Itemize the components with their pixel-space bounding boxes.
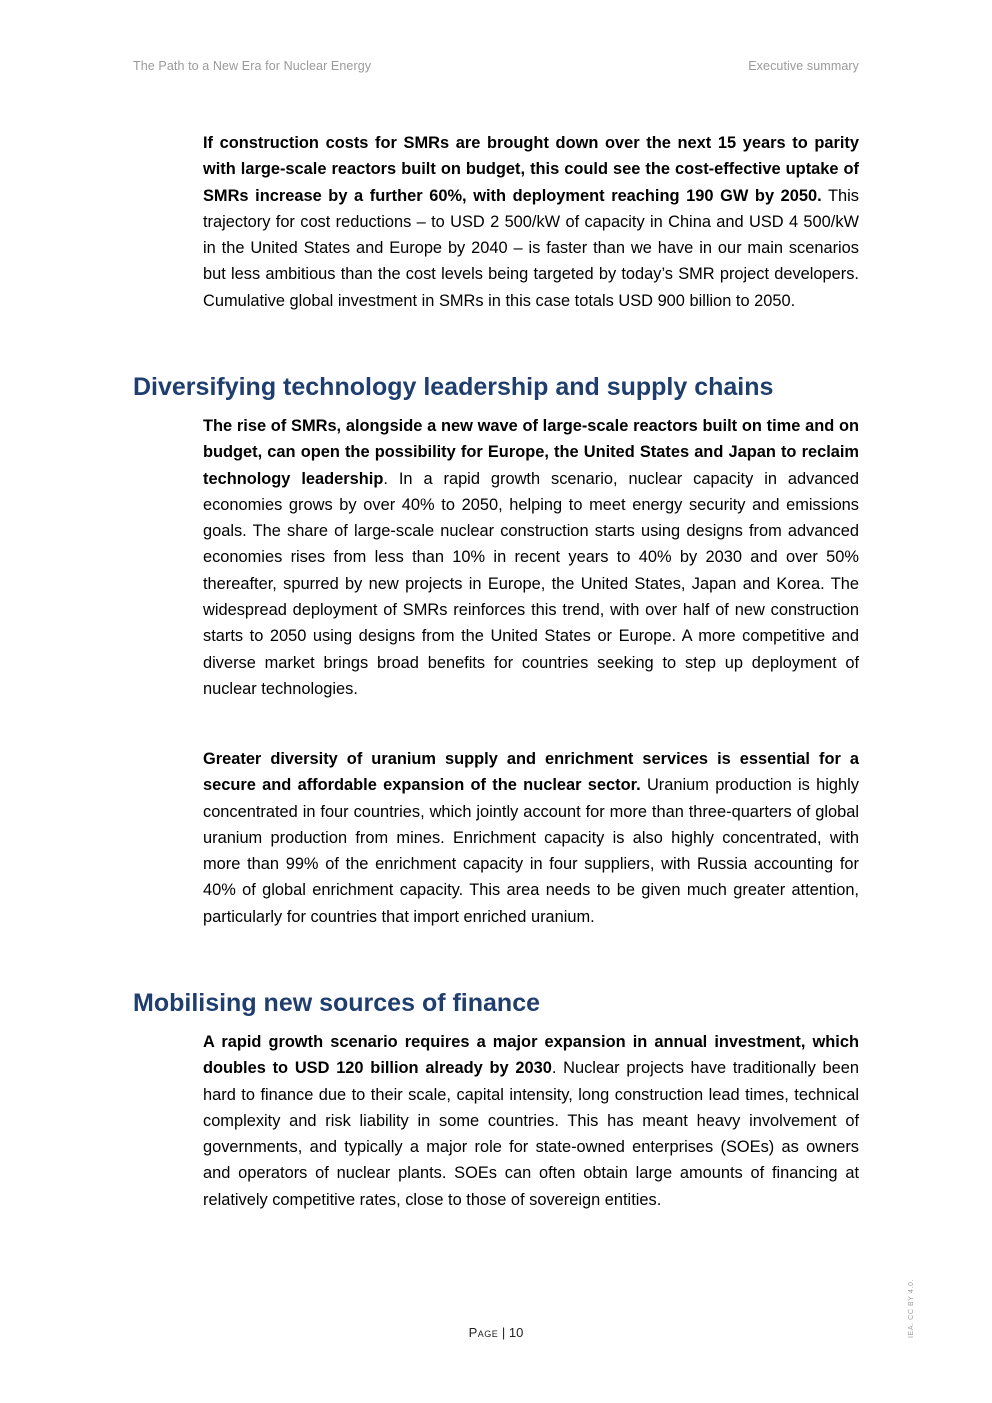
paragraph-investment	[203, 1029, 859, 1213]
running-header-title: The Path to a New Era for Nuclear Energy	[133, 59, 372, 73]
paragraph-lead-bold: Greater diversity of uranium supply and enrichment services is essential for a secure and affordable expansion of the nuclear sector.	[203, 750, 859, 795]
page-number: 10	[508, 1325, 524, 1340]
paragraph-lead-bold: The rise of SMRs, alongside a new wave of large-scale reactors built on time and on budget, can open the possibility for Europe, the United States and Japan to reclaim technology leadership	[203, 417, 859, 488]
section-heading-finance: Mobilising new sources of finance	[133, 989, 541, 1017]
page-separator: |	[498, 1325, 509, 1340]
paragraph-uranium-supply	[203, 746, 859, 930]
page-label: Page	[468, 1325, 499, 1340]
running-header-section: Executive summary	[748, 59, 859, 73]
paragraph-technology-leadership	[203, 413, 859, 702]
paragraph-lead-bold: If construction costs for SMRs are brought down over the next 15 years to parity with large-scale reactors built on budget, this could see the cost-effective uptake of SMRs increase by a further 60%, with deployment reaching 190 GW by 2050.	[203, 134, 859, 205]
license-notice: IEA. CC BY 4.0.	[908, 1278, 915, 1338]
section-heading-technology-leadership: Diversifying technology leadership and supply chains	[133, 373, 774, 401]
paragraph-body: This trajectory for cost reductions – to USD 2 500/kW of capacity in China and USD 4 500/kW in the United States and Europe by 2040 – is faster than we have in our main scenarios but less ambitious than the cost levels being targeted by today’s SMR project developers. Cumulative global investment in SMRs in this case totals USD 900 billion to 2050.	[203, 186, 859, 310]
paragraph-smr-cost-parity	[203, 130, 859, 314]
paragraph-body: Uranium production is highly concentrated in four countries, which jointly account for more than three-quarters of global uranium production from mines. Enrichment capacity is also highly concentrated, with more than 99% of the enrichment capacity in four suppliers, with Russia accounting for 40% of global enrichment capacity. This area needs to be given much greater attention, particularly for countries that import enriched uranium.	[203, 776, 860, 926]
paragraph-body: . In a rapid growth scenario, nuclear capacity in advanced economies grows by over 40% to 2050, helping to meet energy security and emissions goals. The share of large-scale nuclear construction starts using designs from advanced economies rises from less than 10% in recent years to 40% by 2030 and over 50% thereafter, spurred by new projects in Europe, the United States, Japan and Korea. The widespread deployment of SMRs reinforces this trend, with over half of new construction starts to 2050 using designs from the United States or Europe. A more competitive and diverse market brings broad benefits for countries seeking to step up deployment of nuclear technologies.	[203, 469, 859, 698]
page-footer	[0, 1325, 992, 1340]
paragraph-body: . Nuclear projects have traditionally been hard to finance due to their scale, capital intensity, long construction lead times, technical complexity and risk liability in some countries. This has meant heavy involvement of governments, and typically a major role for state-owned enterprises (SOEs) as owners and operators of nuclear plants. SOEs can often obtain large amounts of financing at relatively competitive rates, close to those of sovereign entities.	[203, 1059, 859, 1209]
paragraph-lead-bold: A rapid growth scenario requires a major expansion in annual investment, which doubles to USD 120 billion already by 2030	[203, 1033, 859, 1078]
